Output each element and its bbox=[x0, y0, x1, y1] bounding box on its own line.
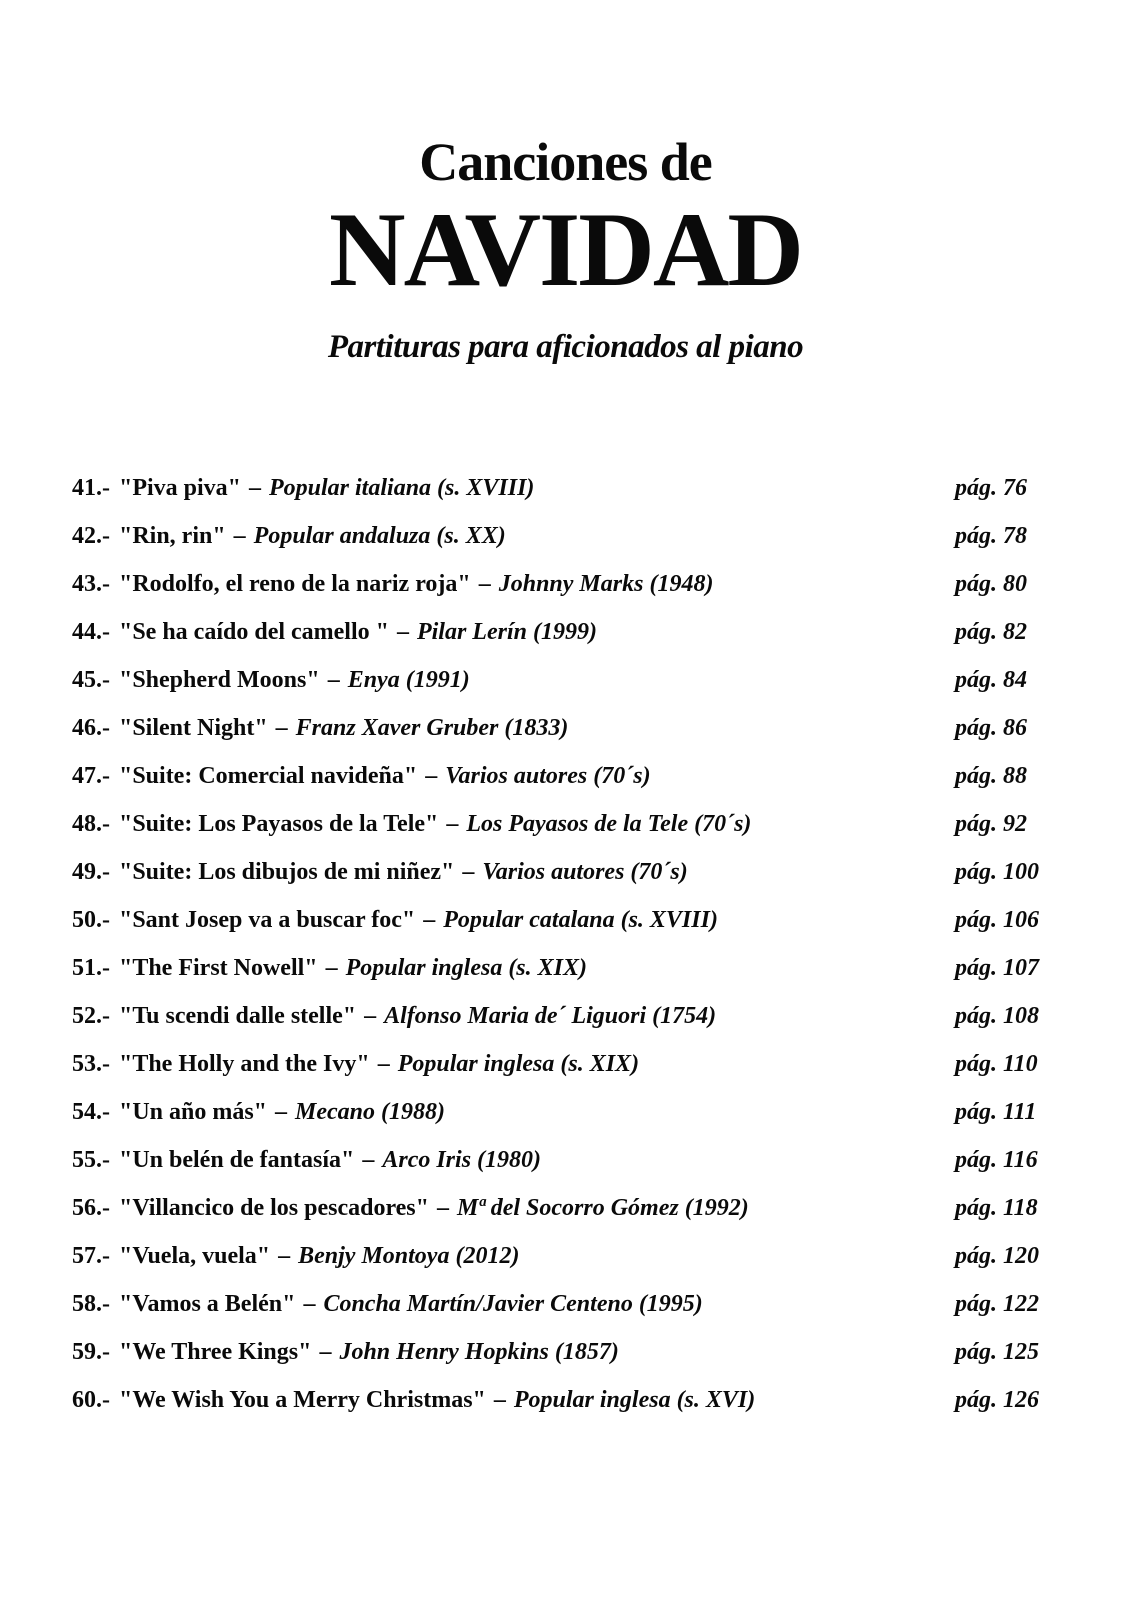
entry-title: "Suite: Los Payasos de la Tele" bbox=[119, 810, 439, 837]
entry-separator: – bbox=[233, 522, 246, 549]
entry-number: 43.- bbox=[72, 570, 110, 597]
toc-entry-text bbox=[72, 1051, 955, 1078]
entry-number: 49.- bbox=[72, 858, 110, 885]
toc-entry-text bbox=[72, 1243, 955, 1270]
entry-number: 51.- bbox=[72, 954, 110, 981]
toc-entry-text bbox=[72, 1003, 955, 1030]
entry-author: Popular andaluza (s. XX) bbox=[253, 522, 506, 549]
entry-author: Popular inglesa (s. XVI) bbox=[513, 1386, 756, 1413]
entry-page-number: pág. 92 bbox=[955, 810, 1027, 837]
entry-author: Mª del Socorro Gómez (1992) bbox=[456, 1194, 749, 1221]
toc-entry bbox=[72, 1136, 1091, 1184]
entry-title: "Tu scendi dalle stelle" bbox=[119, 1002, 357, 1029]
entry-page-number: pág. 111 bbox=[955, 1098, 1037, 1125]
toc-entry bbox=[72, 512, 1091, 560]
entry-separator: – bbox=[249, 474, 261, 501]
entry-number: 56.- bbox=[72, 1194, 110, 1221]
entry-number: 44.- bbox=[72, 618, 110, 645]
entry-separator: – bbox=[275, 714, 288, 741]
entry-page-number: pág. 106 bbox=[955, 906, 1039, 933]
entry-number: 57.- bbox=[72, 1242, 110, 1269]
entry-title: "The Holly and the Ivy" bbox=[119, 1050, 370, 1077]
entry-author: Popular inglesa (s. XIX) bbox=[397, 1050, 640, 1077]
toc-entry-text bbox=[72, 859, 955, 886]
entry-separator: – bbox=[377, 1050, 390, 1077]
entry-separator: – bbox=[327, 666, 340, 693]
entry-separator: – bbox=[303, 1290, 316, 1317]
toc-entry-text bbox=[72, 1195, 955, 1222]
toc-entry bbox=[72, 1328, 1091, 1376]
toc-entry bbox=[72, 1088, 1091, 1136]
entry-title: "Vuela, vuela" bbox=[119, 1242, 271, 1269]
entry-page-number: pág. 125 bbox=[955, 1338, 1039, 1365]
entry-title: "We Three Kings" bbox=[119, 1338, 312, 1365]
entry-number: 41.- bbox=[72, 474, 110, 501]
toc-entry-text bbox=[72, 1099, 955, 1126]
toc-entry bbox=[72, 1232, 1091, 1280]
entry-author: Popular italiana (s. XVIII) bbox=[269, 474, 535, 501]
toc-entry-text bbox=[72, 1291, 955, 1318]
toc-entry bbox=[72, 1280, 1091, 1328]
toc-entry-text bbox=[72, 907, 955, 934]
entry-author: Arco Iris (1980) bbox=[382, 1146, 542, 1173]
entry-page-number: pág. 107 bbox=[955, 954, 1039, 981]
toc-entry-text bbox=[72, 763, 955, 790]
entry-page-number: pág. 108 bbox=[955, 1002, 1039, 1029]
toc-entry-text bbox=[72, 667, 955, 694]
toc-entry bbox=[72, 944, 1091, 992]
entry-page-number: pág. 110 bbox=[955, 1050, 1038, 1077]
entry-author: Varios autores (70´s) bbox=[482, 858, 688, 885]
entry-author: Popular inglesa (s. XIX) bbox=[345, 954, 587, 981]
entry-separator: – bbox=[275, 1098, 288, 1125]
entry-separator: – bbox=[319, 1338, 332, 1365]
entry-title: "Un belén de fantasía" bbox=[119, 1146, 355, 1173]
title-line1: Canciones de bbox=[419, 132, 712, 192]
toc-entry bbox=[72, 1184, 1091, 1232]
entry-number: 42.- bbox=[72, 522, 110, 549]
entry-number: 48.- bbox=[72, 810, 110, 837]
toc-entry bbox=[72, 608, 1091, 656]
entry-separator: – bbox=[462, 858, 475, 885]
toc-entry-text bbox=[72, 619, 955, 646]
entry-page-number: pág. 86 bbox=[955, 714, 1027, 741]
entry-separator: – bbox=[446, 810, 459, 837]
entry-number: 55.- bbox=[72, 1146, 110, 1173]
toc-entry-text bbox=[72, 955, 955, 982]
entry-author: Johnny Marks (1948) bbox=[498, 570, 714, 597]
toc-entry-text bbox=[72, 523, 955, 550]
toc-entry bbox=[72, 800, 1091, 848]
entry-author: Pilar Lerín (1999) bbox=[416, 618, 597, 645]
entry-page-number: pág. 88 bbox=[955, 762, 1027, 789]
toc-entry-text bbox=[72, 1387, 955, 1414]
entry-page-number: pág. 118 bbox=[955, 1194, 1038, 1221]
entry-author: Benjy Montoya (2012) bbox=[298, 1242, 520, 1269]
entry-page-number: pág. 82 bbox=[955, 618, 1027, 645]
toc-entry bbox=[72, 752, 1091, 800]
entry-separator: – bbox=[493, 1386, 506, 1413]
entry-page-number: pág. 116 bbox=[955, 1146, 1038, 1173]
entry-number: 58.- bbox=[72, 1290, 110, 1317]
toc-entry-text bbox=[72, 571, 955, 598]
toc-entry bbox=[72, 848, 1091, 896]
entry-number: 59.- bbox=[72, 1338, 110, 1365]
title-main: NAVIDAD bbox=[329, 191, 802, 308]
entry-author: Los Payasos de la Tele (70´s) bbox=[466, 810, 752, 837]
entry-author: Alfonso Maria de´ Liguori (1754) bbox=[384, 1002, 717, 1029]
toc-entry bbox=[72, 704, 1091, 752]
entry-page-number: pág. 126 bbox=[955, 1386, 1039, 1413]
toc-list bbox=[0, 464, 1131, 1424]
entry-title: "Suite: Comercial navideña" bbox=[119, 762, 418, 789]
document-header bbox=[0, 0, 1131, 366]
entry-title: "Silent Night" bbox=[119, 714, 268, 741]
entry-number: 52.- bbox=[72, 1002, 110, 1029]
entry-page-number: pág. 100 bbox=[955, 858, 1039, 885]
entry-author: John Henry Hopkins (1857) bbox=[339, 1338, 619, 1365]
toc-entry bbox=[72, 896, 1091, 944]
entry-separator: – bbox=[364, 1002, 377, 1029]
entry-title: "Se ha caído del camello " bbox=[119, 618, 389, 645]
entry-separator: – bbox=[425, 762, 438, 789]
entry-title: "The First Nowell" bbox=[119, 954, 318, 981]
toc-entry-text bbox=[72, 475, 955, 502]
entry-number: 54.- bbox=[72, 1098, 110, 1125]
entry-page-number: pág. 120 bbox=[955, 1242, 1039, 1269]
entry-title: "Shepherd Moons" bbox=[119, 666, 320, 693]
entry-separator: – bbox=[478, 570, 491, 597]
entry-number: 60.- bbox=[72, 1386, 110, 1413]
toc-entry-text bbox=[72, 811, 955, 838]
entry-separator: – bbox=[423, 906, 436, 933]
toc-entry-text bbox=[72, 1147, 955, 1174]
entry-title: "Rin, rin" bbox=[119, 522, 226, 549]
entry-author: Varios autores (70´s) bbox=[445, 762, 651, 789]
toc-entry bbox=[72, 1040, 1091, 1088]
entry-author: Enya (1991) bbox=[347, 666, 470, 693]
entry-number: 46.- bbox=[72, 714, 110, 741]
entry-page-number: pág. 78 bbox=[955, 522, 1027, 549]
entry-page-number: pág. 84 bbox=[955, 666, 1027, 693]
entry-title: "Piva piva" bbox=[119, 474, 241, 501]
entry-author: Franz Xaver Gruber (1833) bbox=[295, 714, 569, 741]
toc-entry bbox=[72, 464, 1091, 512]
entry-title: "Un año más" bbox=[119, 1098, 268, 1125]
subtitle: Partituras para aficionados al piano bbox=[327, 329, 804, 365]
entry-author: Concha Martín/Javier Centeno (1995) bbox=[323, 1290, 703, 1317]
entry-title: "Suite: Los dibujos de mi niñez" bbox=[119, 858, 455, 885]
entry-number: 47.- bbox=[72, 762, 110, 789]
entry-separator: – bbox=[362, 1146, 375, 1173]
entry-page-number: pág. 80 bbox=[955, 570, 1027, 597]
entry-separator: – bbox=[325, 954, 338, 981]
entry-separator: – bbox=[278, 1242, 291, 1269]
entry-title: "We Wish You a Merry Christmas" bbox=[119, 1386, 486, 1413]
toc-entry-text bbox=[72, 715, 955, 742]
entry-separator: – bbox=[436, 1194, 449, 1221]
entry-author: Mecano (1988) bbox=[295, 1098, 445, 1125]
toc-entry-text bbox=[72, 1339, 955, 1366]
entry-title: "Villancico de los pescadores" bbox=[119, 1194, 429, 1221]
entry-title: "Vamos a Belén" bbox=[119, 1290, 296, 1317]
toc-entry bbox=[72, 560, 1091, 608]
toc-entry bbox=[72, 1376, 1091, 1424]
toc-entry bbox=[72, 992, 1091, 1040]
entry-number: 50.- bbox=[72, 906, 110, 933]
entry-page-number: pág. 122 bbox=[955, 1290, 1039, 1317]
entry-separator: – bbox=[396, 618, 409, 645]
entry-title: "Sant Josep va a buscar foc" bbox=[119, 906, 416, 933]
entry-title: "Rodolfo, el reno de la nariz roja" bbox=[119, 570, 471, 597]
entry-page-number: pág. 76 bbox=[955, 474, 1027, 501]
entry-number: 53.- bbox=[72, 1050, 110, 1077]
entry-author: Popular catalana (s. XVIII) bbox=[443, 906, 718, 933]
toc-entry bbox=[72, 656, 1091, 704]
entry-number: 45.- bbox=[72, 666, 110, 693]
